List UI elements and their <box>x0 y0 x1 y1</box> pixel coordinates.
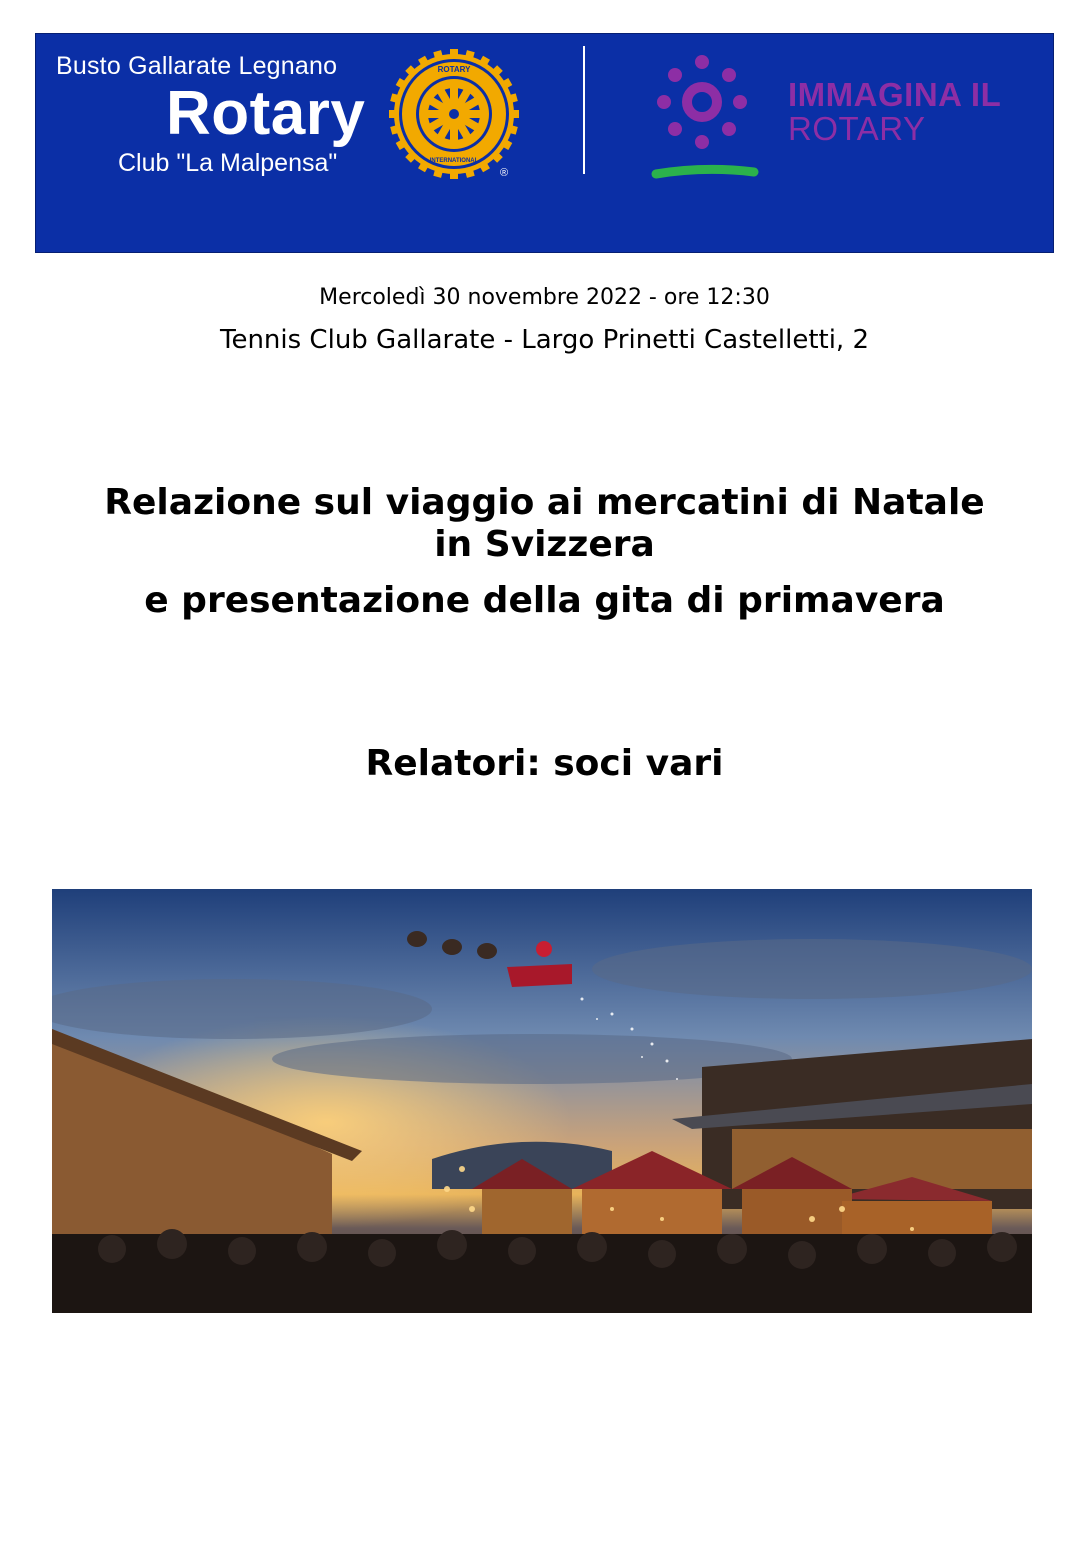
event-location: Tennis Club Gallarate - Largo Prinetti Castelletti, 2 <box>219 325 870 355</box>
rotary-wheel-icon <box>388 48 520 180</box>
club-location: Busto Gallarate Legnano <box>56 52 338 80</box>
imagine-rotary-text <box>788 78 1001 146</box>
imagine-rotary-icon <box>650 44 760 184</box>
club-name: Club "La Malpensa" <box>118 149 338 177</box>
christmas-market-photo <box>52 889 1032 1313</box>
event-title-line2: in Svizzera <box>434 524 655 565</box>
event-speakers: Relatori: soci vari <box>365 743 724 784</box>
wheel-top-text: ROTARY <box>437 65 471 74</box>
wheel-bottom-text: INTERNATIONAL <box>429 158 479 164</box>
event-title-line1: Relazione sul viaggio ai mercatini di Natale <box>104 482 985 523</box>
banner-divider <box>583 46 585 174</box>
event-title <box>0 482 1089 566</box>
registered-mark: ® <box>500 167 509 179</box>
event-title-line3: e presentazione della gita di primavera <box>144 580 945 621</box>
imagine-line1: IMMAGINA IL <box>788 76 1002 113</box>
event-date-time: Mercoledì 30 novembre 2022 - ore 12:30 <box>319 285 770 310</box>
imagine-line2: ROTARY <box>788 110 926 147</box>
header-banner <box>35 33 1054 253</box>
club-rotary-wordmark: Rotary <box>166 79 366 148</box>
